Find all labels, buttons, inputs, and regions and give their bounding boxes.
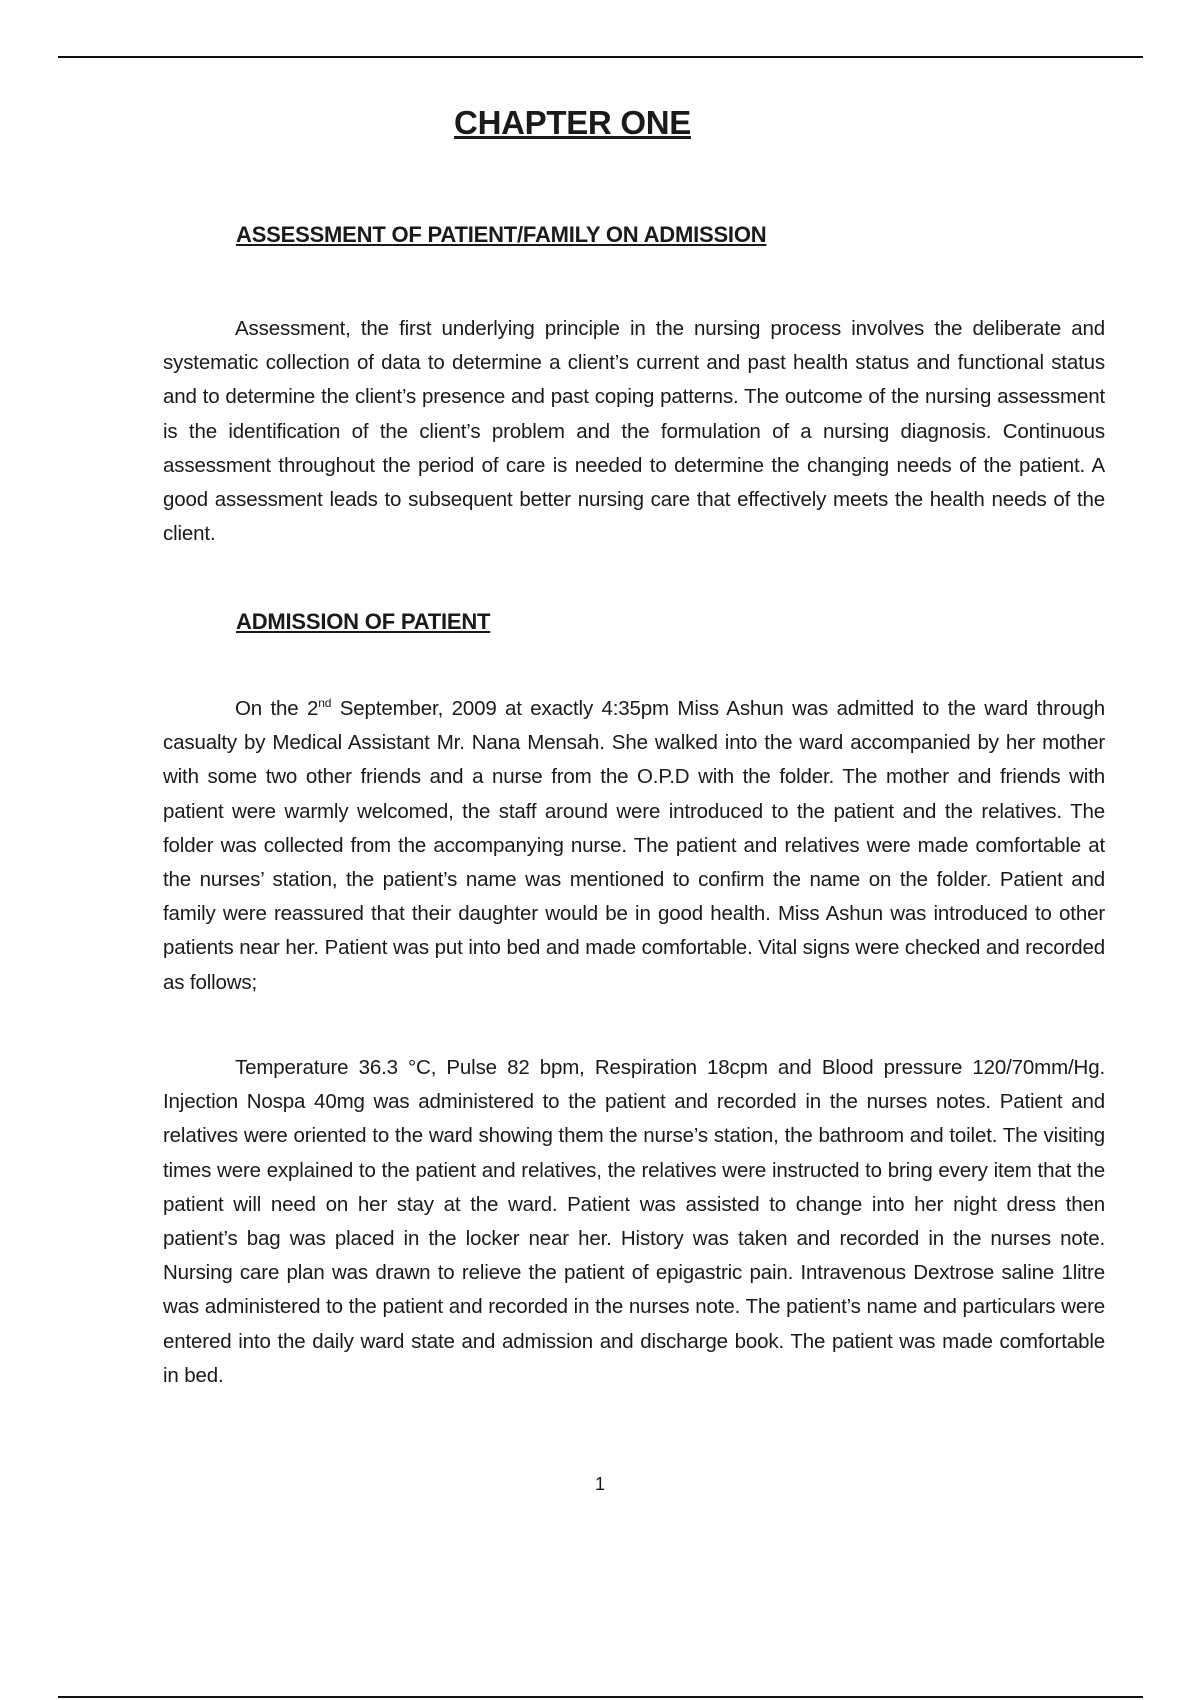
assessment-heading: ASSESSMENT OF PATIENT/FAMILY ON ADMISSION <box>236 222 767 247</box>
assessment-paragraph: Assessment, the first underlying principle in the nursing process involves the deliberate and systematic collection of data to determine a client’s current and past health status and functional status and to determine the client’s presence and past coping patterns. The outcome of the nursing assessment is the identification of the client’s problem and the formulation of a nursing diagnosis. Continuous assessment throughout the period of care is needed to determine the changing needs of the patient. A good assessment leads to subsequent better nursing care that effectively meets the health needs of the client. <box>163 317 1105 546</box>
admission-heading: ADMISSION OF PATIENT <box>236 609 491 634</box>
page-number: 1 <box>594 1474 605 1494</box>
header-rule <box>58 56 1143 58</box>
footer-rule <box>58 1696 1143 1698</box>
admission-date-prefix: On the 2 <box>235 697 319 720</box>
admission-paragraph-1 <box>163 692 1105 1000</box>
admission-paragraph-2: Temperature 36.3 °C, Pulse 82 bpm, Respiration 18cpm and Blood pressure 120/70mm/Hg. Injection Nospa 40mg was administered to the patient and recorded in the nurses notes. Patient and relatives were oriented to the ward showing them the nurse’s station, the bathroom and toilet. The visiting times were explained to the patient and relatives, the relatives were instructed to bring every item that the patient will need on her stay at the ward. Patient was assisted to change into her night dress then patient’s bag was placed in the locker near her. History was taken and recorded in the nurses note. Nursing care plan was drawn to relieve the patient of epigastric pain. Intravenous Dextrose saline 1litre was administered to the patient and recorded in the nurses note. The patient’s name and particulars were entered into the daily ward state and admission and discharge book. The patient was made comfortable in bed. <box>163 1056 1105 1387</box>
chapter-title: CHAPTER ONE <box>454 104 691 141</box>
ordinal-superscript: nd <box>318 696 332 711</box>
admission-paragraph-1-body: September, 2009 at exactly 4:35pm Miss Ashun was admitted to the ward through casualty by Medical Assistant Mr. Nana Mensah. She walked into the ward accompanied by her mother with some two other friends and a nurse from the O.P.D with the folder. The mother and friends with patient were warmly welcomed, the staff around were introduced to the patient and the relatives. The folder was collected from the accompanying nurse. The patient and relatives were made comfortable at the nurses’ station, the patient’s name was mentioned to confirm the name on the folder. Patient and family were reassured that their daughter would be in good health. Miss Ashun was introduced to other patients near her. Patient was put into bed and made comfortable. Vital signs were checked and recorded as follows; <box>163 697 1105 994</box>
